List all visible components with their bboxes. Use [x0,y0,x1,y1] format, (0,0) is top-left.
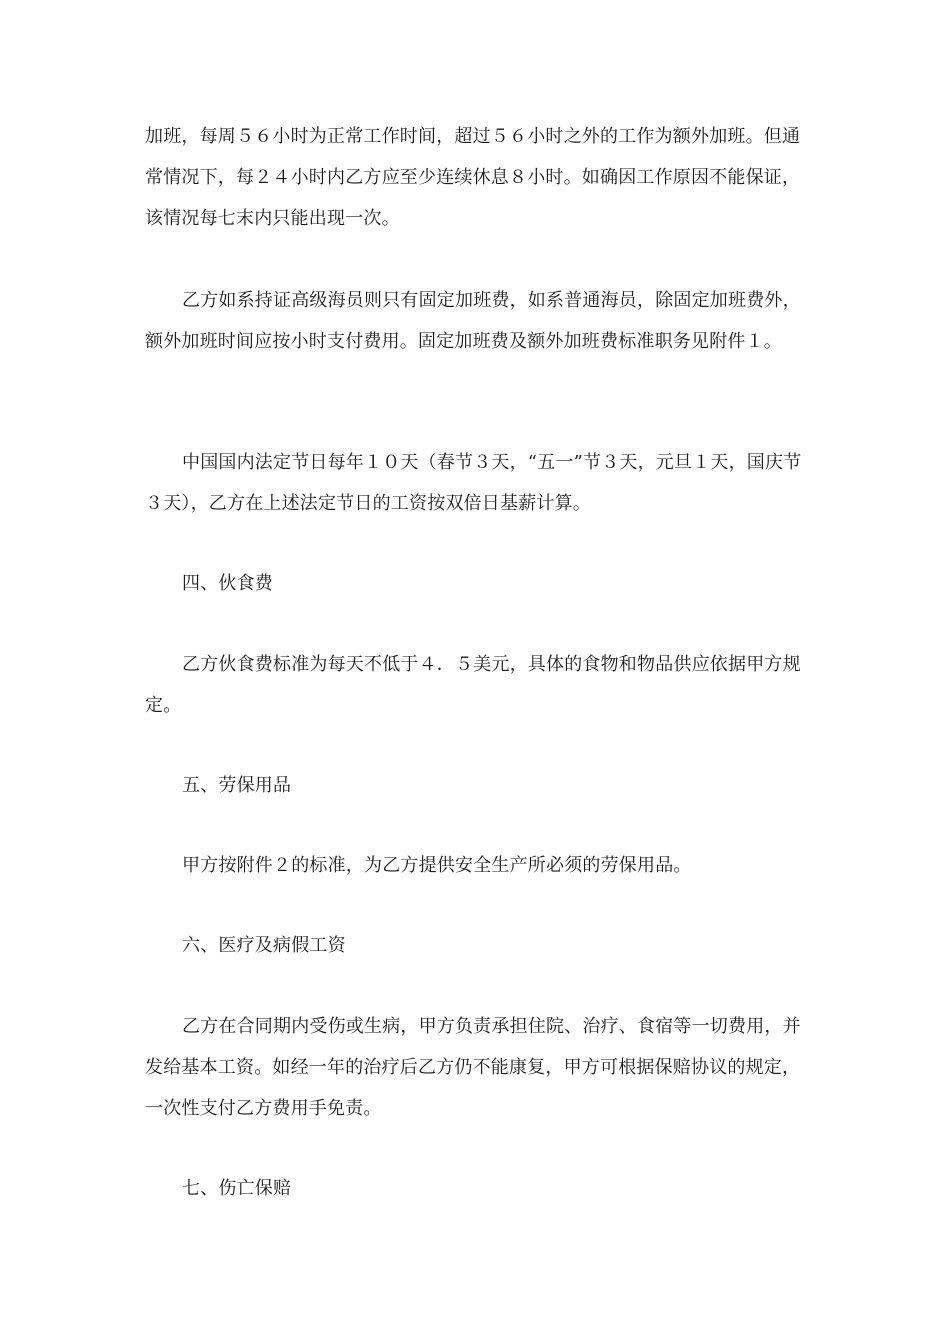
section-heading-meal-allowance: 四、伙食费 [182,573,273,594]
paragraph-overtime-hours: 加班，每周５６小时为正常工作时间，超过５６小时之外的工作为额外加班。但通常情况下，每２４小时内乙方应至少连续休息８小时。如确因工作原因不能保证，该情况每七末内只能出现一次。 [145,126,801,229]
section-heading-medical-sick-pay: 六、医疗及病假工资 [182,935,346,956]
paragraph-meal-allowance: 乙方伙食费标准为每天不低于４．５美元，具体的食物和物品供应依据甲方规定。 [145,654,801,716]
section-heading-injury-death-compensation: 七、伤亡保赔 [182,1178,292,1199]
paragraph-legal-holidays: 中国国内法定节日每年１０天（春节３天，“五一”节３天，元旦１天，国庆节３天），乙方在上述法定节日的工资按双倍日基薪计算。 [145,452,802,514]
section-heading-labor-protection: 五、劳保用品 [182,775,292,796]
paragraph-overtime-pay: 乙方如系持证高级海员则只有固定加班费，如系普通海员，除固定加班费外，额外加班时间应按小时支付费用。固定加班费及额外加班费标准职务见附件１。 [145,290,801,352]
paragraph-medical-sick-pay: 乙方在合同期内受伤或生病，甲方负责承担住院、治疗、食宿等一切费用，并发给基本工资。如经一年的治疗后乙方仍不能康复，甲方可根据保赔协议的规定，一次性支付乙方费用手免责。 [145,1016,801,1119]
paragraph-labor-protection: 甲方按附件２的标准，为乙方提供安全生产所必须的劳保用品。 [182,855,692,876]
